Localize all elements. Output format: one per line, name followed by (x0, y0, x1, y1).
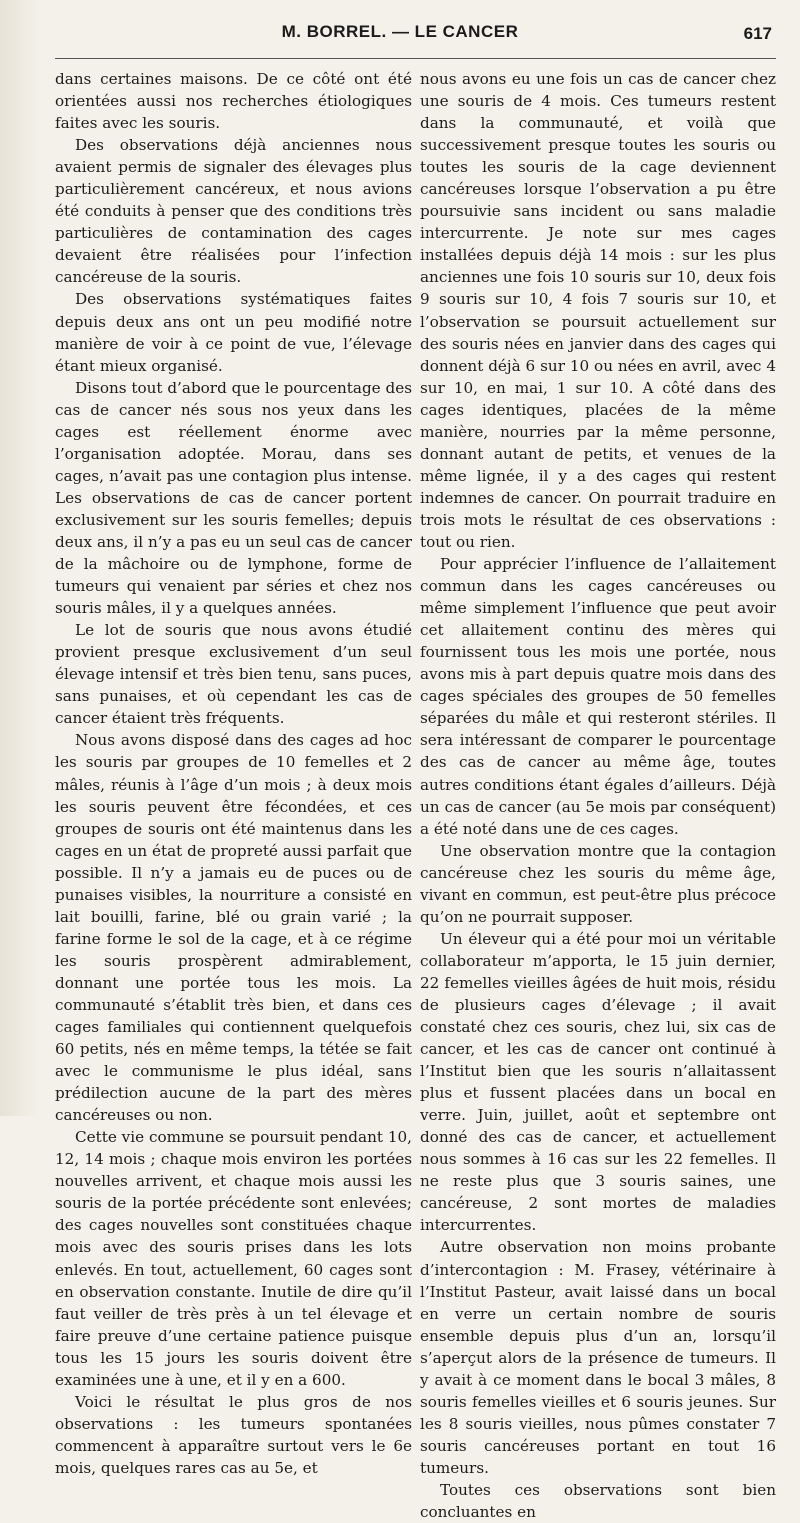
paragraph: Pour apprécier l’influence de l’allaitement commun dans les cages cancéreuses ou même simplement l’influence que peut avoir cet allaitement continu des mères qui fournissent tous les mois une portée, nous avons mis à part depuis quatre mois dans des cages spéciales des groupes de 50 femelles séparées du mâle et qui resteront stériles. Il sera intéressant de comparer le pourcentage des cas de cancer au même âge, toutes autres conditions étant égales d’ailleurs. Déjà un cas de cancer (au 5e mois par conséquent) a été noté dans une de ces cages. (420, 555, 776, 838)
paragraph: Disons tout d’abord que le pourcentage des cas de cancer nés sous nos yeux dans les cages est réellement énorme avec l’organisation adoptée. Morau, dans ses cages, n’avait pas une contagion plus intense. Les observations de cas de cancer portent exclusivement sur les souris femelles; depuis deux ans, il n’y a pas eu un seul cas de cancer de la mâchoire ou de lymphone, forme de tumeurs qui venaient par séries et chez nos souris mâles, il y a quelques années. (55, 378, 412, 618)
paragraph: nous avons eu une fois un cas de cancer chez une souris de 4 mois. Ces tumeurs restent dans la communauté, et voilà que successivement presque toutes les souris ou toutes les souris de la cage deviennent cancéreuses lorsque l’observation a pu être poursuivie sans incident ou sans maladie intercurrente. Je note sur mes cages installées depuis déjà 14 mois : sur les plus anciennes une fois 10 souris sur 10, deux fois 9 souris sur 10, 4 fois 7 souris sur 10, et l’observation se poursuit actuellement sur des souris nées en janvier dans des cages qui donnent déjà 6 sur 10 ou nées en avril, avec 4 sur 10, en mai, 1 sur 10. A côté dans des cages identiques, placées de la même manière, nourries par la même personne, donnant autant de petits, et venues de la même lignée, il y a des cages qui restent indemnes de cancer. On pourrait traduire en trois mots le résultat de ces observations : tout ou rien. (420, 70, 776, 551)
paragraph: Des observations déjà anciennes nous avaient permis de signaler des élevages plus particulièrement cancéreux, et nous avions été conduits à penser que des conditions très particulières de contamination des cages devaient être réalisées pour l’infection cancéreuse de la souris. (55, 136, 412, 287)
paragraph: Cette vie commune se poursuit pendant 10, 12, 14 mois ; chaque mois environ les portées nouvelles arrivent, et chaque mois aussi les souris de la portée précédente sont enlevées; des cages nouvelles sont constituées chaque mois avec des souris prises dans les lots enlevés. En tout, actuellement, 60 cages sont en observation constante. Inutile de dire qu’il faut veiller de très près à un tel élevage et faire preuve d’une certaine patience puisque tous les 15 jours les souris doivent être examinées une à une, et il y en a 600. (55, 1128, 412, 1389)
paragraph: Toutes ces observations sont bien concluantes en (420, 1481, 776, 1522)
right-column (420, 68, 776, 1523)
page-number: 617 (743, 24, 772, 43)
paragraph: Le lot de souris que nous avons étudié provient presque exclusivement d’un seul élevage intensif et très bien tenu, sans puces, sans punaises, et où cependant les cas de cancer étaient très fréquents. (55, 621, 412, 728)
paragraph: Des observations systématiques faites depuis deux ans ont un peu modifié notre manière de voir à ce point de vue, l’élevage étant mieux organisé. (55, 290, 412, 375)
scan-edge-shadow (0, 0, 40, 1116)
paragraph: Un éleveur qui a été pour moi un véritable collaborateur m’apporta, le 15 juin dernier, 22 femelles vieilles âgées de huit mois, résidu de plusieurs cages d’élevage ; il avait constaté chez ces souris, chez lui, six cas de cancer, et les cas de cancer ont continué à l’Institut bien que les souris n’allaitassent plus et fussent placées dans un bocal en verre. Juin, juillet, août et septembre ont donné des cas de cancer, et actuellement nous sommes à 16 cas sur les 22 femelles. Il ne reste plus que 3 souris saines, une cancéreuse, 2 sont mortes de maladies intercurrentes. (420, 929, 776, 1235)
page-header (0, 18, 800, 48)
running-title: M. BORREL. — LE CANCER (281, 22, 519, 41)
left-column (55, 68, 412, 1479)
paragraph: dans certaines maisons. De ce côté ont été orientées aussi nos recherches étiologiques faites avec les souris. (55, 70, 412, 133)
paragraph: Autre observation non moins probante d’intercontagion : M. Frasey, vétérinaire à l’Institut Pasteur, avait laissé dans un bocal en verre un certain nombre de souris ensemble depuis plus d’un an, lorsqu’il s’aperçut alors de la présence de tumeurs. Il y avait à ce moment dans le bocal 3 mâles, 8 souris femelles vieilles et 6 souris jeunes. Sur les 8 souris vieilles, nous pûmes constater 7 souris cancéreuses portant en tout 16 tumeurs. (420, 1238, 776, 1477)
paragraph: Nous avons disposé dans des cages ad hoc les souris par groupes de 10 femelles et 2 mâles, réunis à l’âge d’un mois ; à deux mois les souris peuvent être fécondées, et ces groupes de souris ont été maintenus dans les cages en un état de propreté aussi parfait que possible. Il n’y a jamais eu de puces ou de punaises visibles, la nourriture a consisté en lait bouilli, farine, blé ou grain varié ; la farine forme le sol de la cage, et à ce régime les souris prospèrent admirablement, donnant une portée tous les mois. La communauté s’établit très bien, et dans ces cages familiales qui contiennent quelquefois 60 petits, nés en même temps, la tétée se fait avec le communisme le plus idéal, sans prédilection aucune de la part des mères cancéreuses ou non. (55, 731, 412, 1125)
paragraph: Voici le résultat le plus gros de nos observations : les tumeurs spontanées commencent à apparaître surtout vers le 6e mois, quelques rares cas au 5e, et (55, 1392, 412, 1477)
paragraph: Une observation montre que la contagion cancéreuse chez les souris du même âge, vivant en commun, est peut-être plus précoce qu’on ne pourrait supposer. (420, 841, 776, 926)
header-rule (55, 58, 776, 59)
